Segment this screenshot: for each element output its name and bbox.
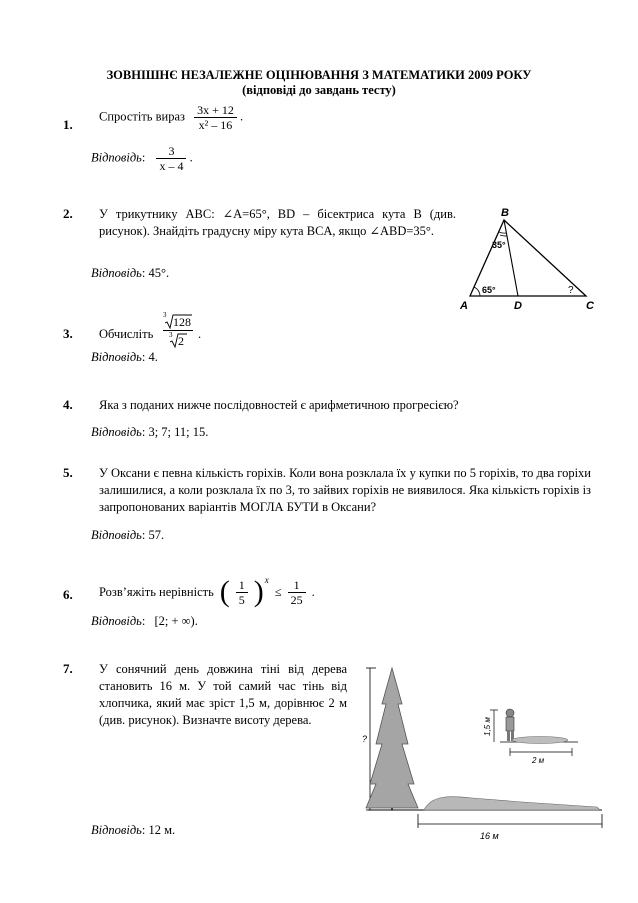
- task-3-answer: Відповідь: 4.: [91, 350, 158, 364]
- task-2-number: 2.: [63, 206, 73, 221]
- task-6-base-numerator: 1: [236, 578, 248, 593]
- task-1-expression: [194, 103, 237, 132]
- page-title: ЗОВНІШНЄ НЕЗАЛЕЖНЕ ОЦІНЮВАННЯ З МАТЕМАТИКИ 2009 РОКУ: [106, 68, 532, 82]
- boy-shadow: [512, 737, 568, 744]
- answer-label: Відповідь: [91, 150, 142, 165]
- answer-label: Відповідь: [91, 823, 142, 837]
- root-index-top: 3: [163, 311, 167, 319]
- label-unknown-angle: ?: [568, 285, 574, 296]
- task-7-text: У сонячний день довжина тіні від дерева становить 16 м. У той самий час тінь від хлопчика, який має зріст 1,5 м, дорівнює 2 м (див. рисунок). Визначте висоту дерева.: [99, 662, 347, 727]
- answer-label: Відповідь: [91, 350, 142, 364]
- task-1-answer-denominator: x – 4: [159, 159, 184, 173]
- angle-abd-arc-2: [500, 235, 507, 236]
- task-1-number: 1.: [63, 117, 73, 132]
- tree-shadow-label: 16 м: [480, 831, 499, 841]
- task-1-answer: Відповідь: $\frac{3}{x - 4}$ .: [91, 144, 193, 173]
- task-6-number: 6.: [63, 587, 73, 602]
- task-3-prompt: Обчисліть: [99, 327, 154, 341]
- angle-abd-arc: [499, 232, 506, 233]
- boy-icon: [506, 709, 514, 741]
- task-1-question: Спростіть вираз $\frac{3x + 12}{\text{x² – 16}}$ .: [99, 103, 244, 132]
- task-4-answer-value: 3; 7; 11; 15.: [148, 425, 209, 439]
- tree-height-label: ?: [362, 734, 368, 744]
- triangle-figure: [458, 204, 600, 312]
- task-6-answer-value: [2; + ∞).: [154, 614, 198, 628]
- angle-a-arc: [474, 287, 480, 296]
- tree-shadow: [424, 797, 600, 810]
- task-6-exponent: x: [264, 575, 269, 585]
- radicand-bottom: 2: [178, 334, 184, 348]
- label-c: C: [586, 300, 594, 312]
- answer-label: Відповідь: [91, 528, 142, 542]
- task-6-base-denominator: 5: [238, 592, 245, 607]
- answer-label: Відповідь: [91, 425, 142, 439]
- task-6-question: Розв’яжіть нерівність ( $\frac{1}{5}$ ) x ≤ $\frac{1}{25}$ .: [99, 572, 315, 612]
- task-6-rhs-numerator: 1: [288, 578, 306, 593]
- task-6-rhs-denominator: 25: [290, 592, 303, 607]
- task-5-answer-value: 57.: [148, 528, 165, 542]
- label-angle-b: 35°: [492, 240, 506, 250]
- task-2-answer-value: 45°.: [148, 266, 170, 280]
- tree-shadow-figure: [362, 664, 608, 854]
- label-a: A: [460, 300, 468, 312]
- page-subtitle: (відповіді до завдань тесту): [242, 83, 396, 97]
- task-5-number: 5.: [63, 465, 73, 480]
- task-6-prompt: Розв’яжіть нерівність: [99, 584, 214, 599]
- task-1-expr-numerator: 3x + 12: [194, 103, 237, 118]
- boy-height-label: 1,5 м: [483, 717, 492, 736]
- task-7-answer: Відповідь: 12 м.: [91, 823, 176, 837]
- task-6-base: [236, 578, 248, 607]
- fraction-bar: [163, 330, 193, 331]
- task-1-expr-denominator: x² – 16: [198, 118, 233, 132]
- task-7-number: 7.: [63, 661, 73, 676]
- task-5-answer: Відповідь: 57.: [91, 528, 165, 542]
- task-1-prompt: Спростіть вираз: [99, 109, 185, 124]
- task-4-text: Яка з поданих нижче послідовностей є арифметичною прогресією?: [99, 398, 459, 412]
- answer-label: Відповідь: [91, 266, 142, 280]
- radicand-top: 128: [173, 315, 191, 329]
- boy-shadow-label: 2 м: [532, 756, 545, 765]
- task-6-relation: ≤: [274, 584, 282, 599]
- label-b: B: [501, 207, 509, 219]
- root-index-bottom: 3: [169, 331, 173, 339]
- label-angle-a: 65°: [482, 285, 496, 295]
- task-4-answer: Відповідь: 3; 7; 11; 15.: [91, 425, 209, 439]
- task-2-text: У трикутнику ABC: ∠A=65°, BD – бісектриса кута B (див. рисунок). Знайдіть градусну міру кута BCA, якщо ∠ABD=35°.: [99, 207, 456, 238]
- answer-label: Відповідь: [91, 614, 142, 628]
- task-3-answer-value: 4.: [148, 350, 158, 364]
- task-6-rhs: [288, 578, 306, 607]
- tree-icon: [366, 668, 418, 810]
- task-4-number: 4.: [63, 397, 73, 412]
- task-7-answer-value: 12 м.: [148, 823, 176, 837]
- task-2-answer: Відповідь: 45°.: [91, 266, 170, 280]
- task-1-answer-fraction: [156, 144, 186, 173]
- label-d: D: [514, 300, 522, 312]
- task-5-text: У Оксани є певна кількість горіхів. Коли вона розклала їх у купки по 5 горіхів, то два горіхи залишилися, а коли розклала їх по 3, то зайвих горіхів не виявилося. Яка кількість горіхів із запропонованих варіантів МОГЛА БУТИ в Оксани?: [99, 466, 591, 514]
- task-3-expression: [163, 311, 193, 349]
- task-3-number: 3.: [63, 326, 73, 341]
- task-6-answer: Відповідь: [2; + ∞).: [91, 614, 198, 628]
- task-1-answer-numerator: 3: [156, 144, 186, 159]
